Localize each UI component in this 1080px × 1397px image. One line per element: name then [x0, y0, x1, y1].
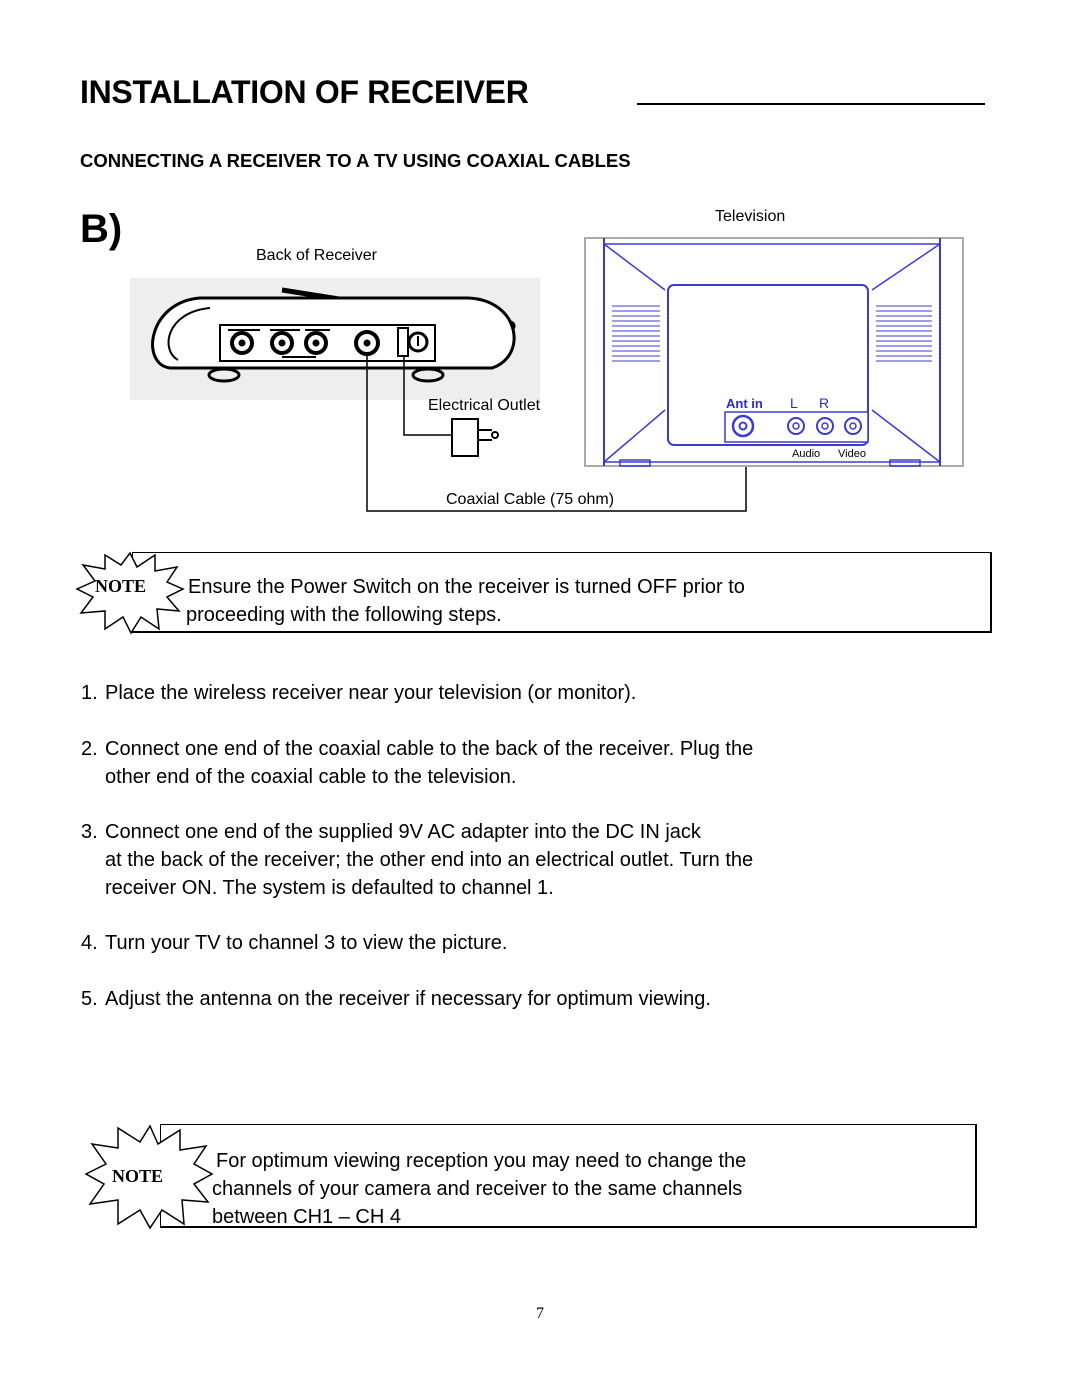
note-burst-label: NOTE — [112, 1166, 164, 1186]
section-subtitle: CONNECTING A RECEIVER TO A TV USING COAXIAL CABLES — [80, 150, 631, 171]
coaxial-cable-label: Coaxial Cable (75 ohm) — [446, 491, 615, 508]
page-number: 7 — [536, 1305, 544, 1322]
step-2-continued: other end of the coaxial cable to the television. — [105, 766, 517, 788]
step-5 — [81, 985, 711, 1013]
tv-ant-in-label: Ant in — [726, 396, 763, 411]
step-3-continued-1: at the back of the receiver; the other end into an electrical outlet. Turn the — [105, 849, 754, 871]
step-1 — [81, 679, 636, 707]
step-number: 1. — [81, 682, 98, 704]
note-channels-line1: For optimum viewing reception you may need to change the — [216, 1150, 747, 1172]
connection-diagram — [0, 0, 1080, 530]
note-burst-label: NOTE — [95, 576, 147, 596]
step-2 — [81, 735, 753, 763]
note-channels-line3: between CH1 – CH 4 — [212, 1206, 401, 1228]
tv-audio-label: Audio — [792, 448, 821, 460]
electrical-outlet-label: Electrical Outlet — [428, 397, 541, 414]
step-3-continued-2: receiver ON. The system is defaulted to channel 1. — [105, 877, 554, 899]
step-number: 4. — [81, 932, 98, 954]
section-letter: B) — [80, 207, 123, 251]
note-power-line1: Ensure the Power Switch on the receiver is turned OFF prior to — [188, 576, 745, 598]
step-number: 5. — [81, 988, 98, 1010]
step-text: Connect one end of the coaxial cable to the back of the receiver. Plug the — [105, 738, 754, 760]
step-text: Connect one end of the supplied 9V AC adapter into the DC IN jack — [105, 821, 701, 843]
step-4 — [81, 929, 507, 957]
step-number: 3. — [81, 821, 98, 843]
television-illustration — [585, 238, 963, 466]
step-text: Turn your TV to channel 3 to view the picture. — [105, 932, 508, 954]
back-of-receiver-label: Back of Receiver — [256, 247, 377, 264]
page-title: INSTALLATION OF RECEIVER — [80, 74, 529, 110]
outlet-plug-icon — [452, 419, 498, 456]
receiver-illustration — [130, 278, 540, 400]
step-3 — [81, 818, 701, 846]
note-power-line2: proceeding with the following steps. — [186, 604, 502, 626]
tv-right-label: R — [819, 395, 830, 411]
note-channels-line2: channels of your camera and receiver to the same channels — [212, 1178, 743, 1200]
television-label: Television — [715, 208, 786, 225]
tv-video-label: Video — [838, 448, 866, 460]
tv-left-label: L — [790, 395, 798, 411]
step-text: Place the wireless receiver near your television (or monitor). — [105, 682, 637, 704]
step-text: Adjust the antenna on the receiver if necessary for optimum viewing. — [105, 988, 711, 1010]
step-number: 2. — [81, 738, 98, 760]
